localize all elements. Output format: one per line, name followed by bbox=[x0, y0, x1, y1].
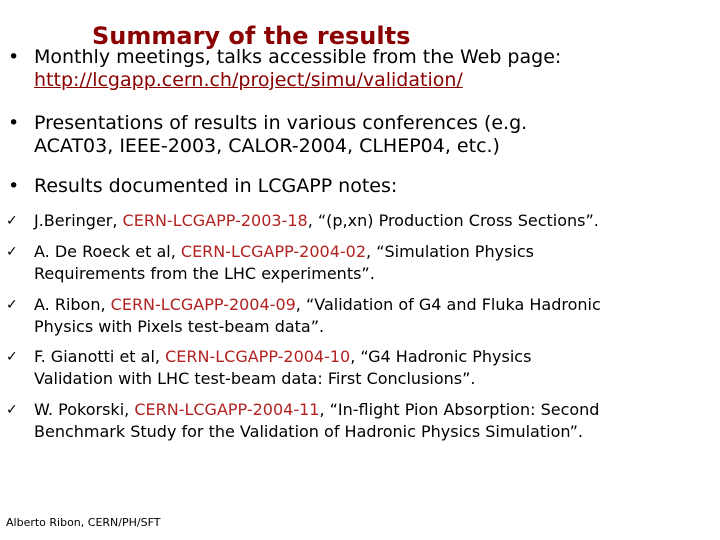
note-title: , “(p,xn) Production Cross Sections”. bbox=[307, 211, 599, 230]
check-icon: ✓ bbox=[6, 297, 18, 313]
note-text bbox=[34, 210, 714, 232]
note-title: , “Simulation Physics bbox=[366, 242, 534, 261]
note-title: , “In-flight Pion Absorption: Second bbox=[319, 400, 600, 419]
note-title: , “G4 Hadronic Physics bbox=[350, 347, 532, 366]
note-author: A. Ribon, bbox=[34, 295, 111, 314]
note-reference-link[interactable]: CERN-LCGAPP-2004-02 bbox=[180, 242, 367, 261]
note-title-continued: Validation with LHC test-beam data: First Conclusions”. bbox=[34, 369, 476, 388]
note-author: A. De Roeck et al, bbox=[34, 242, 181, 261]
note-text bbox=[34, 294, 714, 338]
bullet-text: Results documented in LCGAPP notes: bbox=[34, 175, 398, 197]
check-icon: ✓ bbox=[6, 213, 18, 229]
bullet-marker: • bbox=[8, 46, 20, 68]
check-icon: ✓ bbox=[6, 349, 18, 365]
bullet-line: Monthly meetings, talks accessible from the Web page: bbox=[34, 46, 562, 68]
check-icon: ✓ bbox=[6, 244, 18, 260]
note-author: W. Pokorski, bbox=[34, 400, 135, 419]
note-reference-link[interactable]: CERN-LCGAPP-2004-11 bbox=[134, 400, 320, 419]
note-author: F. Gianotti et al, bbox=[34, 347, 166, 366]
note-author: J.Beringer, bbox=[34, 211, 123, 230]
note-text bbox=[34, 241, 714, 285]
bullet-marker: • bbox=[8, 175, 20, 197]
validation-web-link[interactable]: http://lcgapp.cern.ch/project/simu/validation/ bbox=[34, 69, 463, 91]
bullet-marker: • bbox=[8, 112, 20, 134]
note-title-continued: Physics with Pixels test-beam data”. bbox=[34, 317, 325, 336]
footer-author: Alberto Ribon, CERN/PH/SFT bbox=[6, 516, 161, 529]
bullet-text bbox=[34, 46, 714, 92]
note-reference-link[interactable]: CERN-LCGAPP-2004-10 bbox=[165, 347, 351, 366]
note-title-continued: Requirements from the LHC experiments”. bbox=[34, 264, 375, 283]
note-text bbox=[34, 399, 714, 443]
note-text bbox=[34, 346, 714, 390]
slide-title: Summary of the results bbox=[92, 22, 411, 50]
note-reference-link[interactable]: CERN-LCGAPP-2004-09 bbox=[110, 295, 296, 314]
note-title: , “Validation of G4 and Fluka Hadronic bbox=[295, 295, 601, 314]
note-title-continued: Benchmark Study for the Validation of Hadronic Physics Simulation”. bbox=[34, 422, 583, 441]
bullet-line: Presentations of results in various conferences (e.g. bbox=[34, 112, 528, 134]
bullet-text bbox=[34, 112, 714, 158]
bullet-line: ACAT03, IEEE-2003, CALOR-2004, CLHEP04, etc.) bbox=[34, 135, 500, 157]
check-icon: ✓ bbox=[6, 402, 18, 418]
note-reference-link[interactable]: CERN-LCGAPP-2003-18 bbox=[122, 211, 308, 230]
